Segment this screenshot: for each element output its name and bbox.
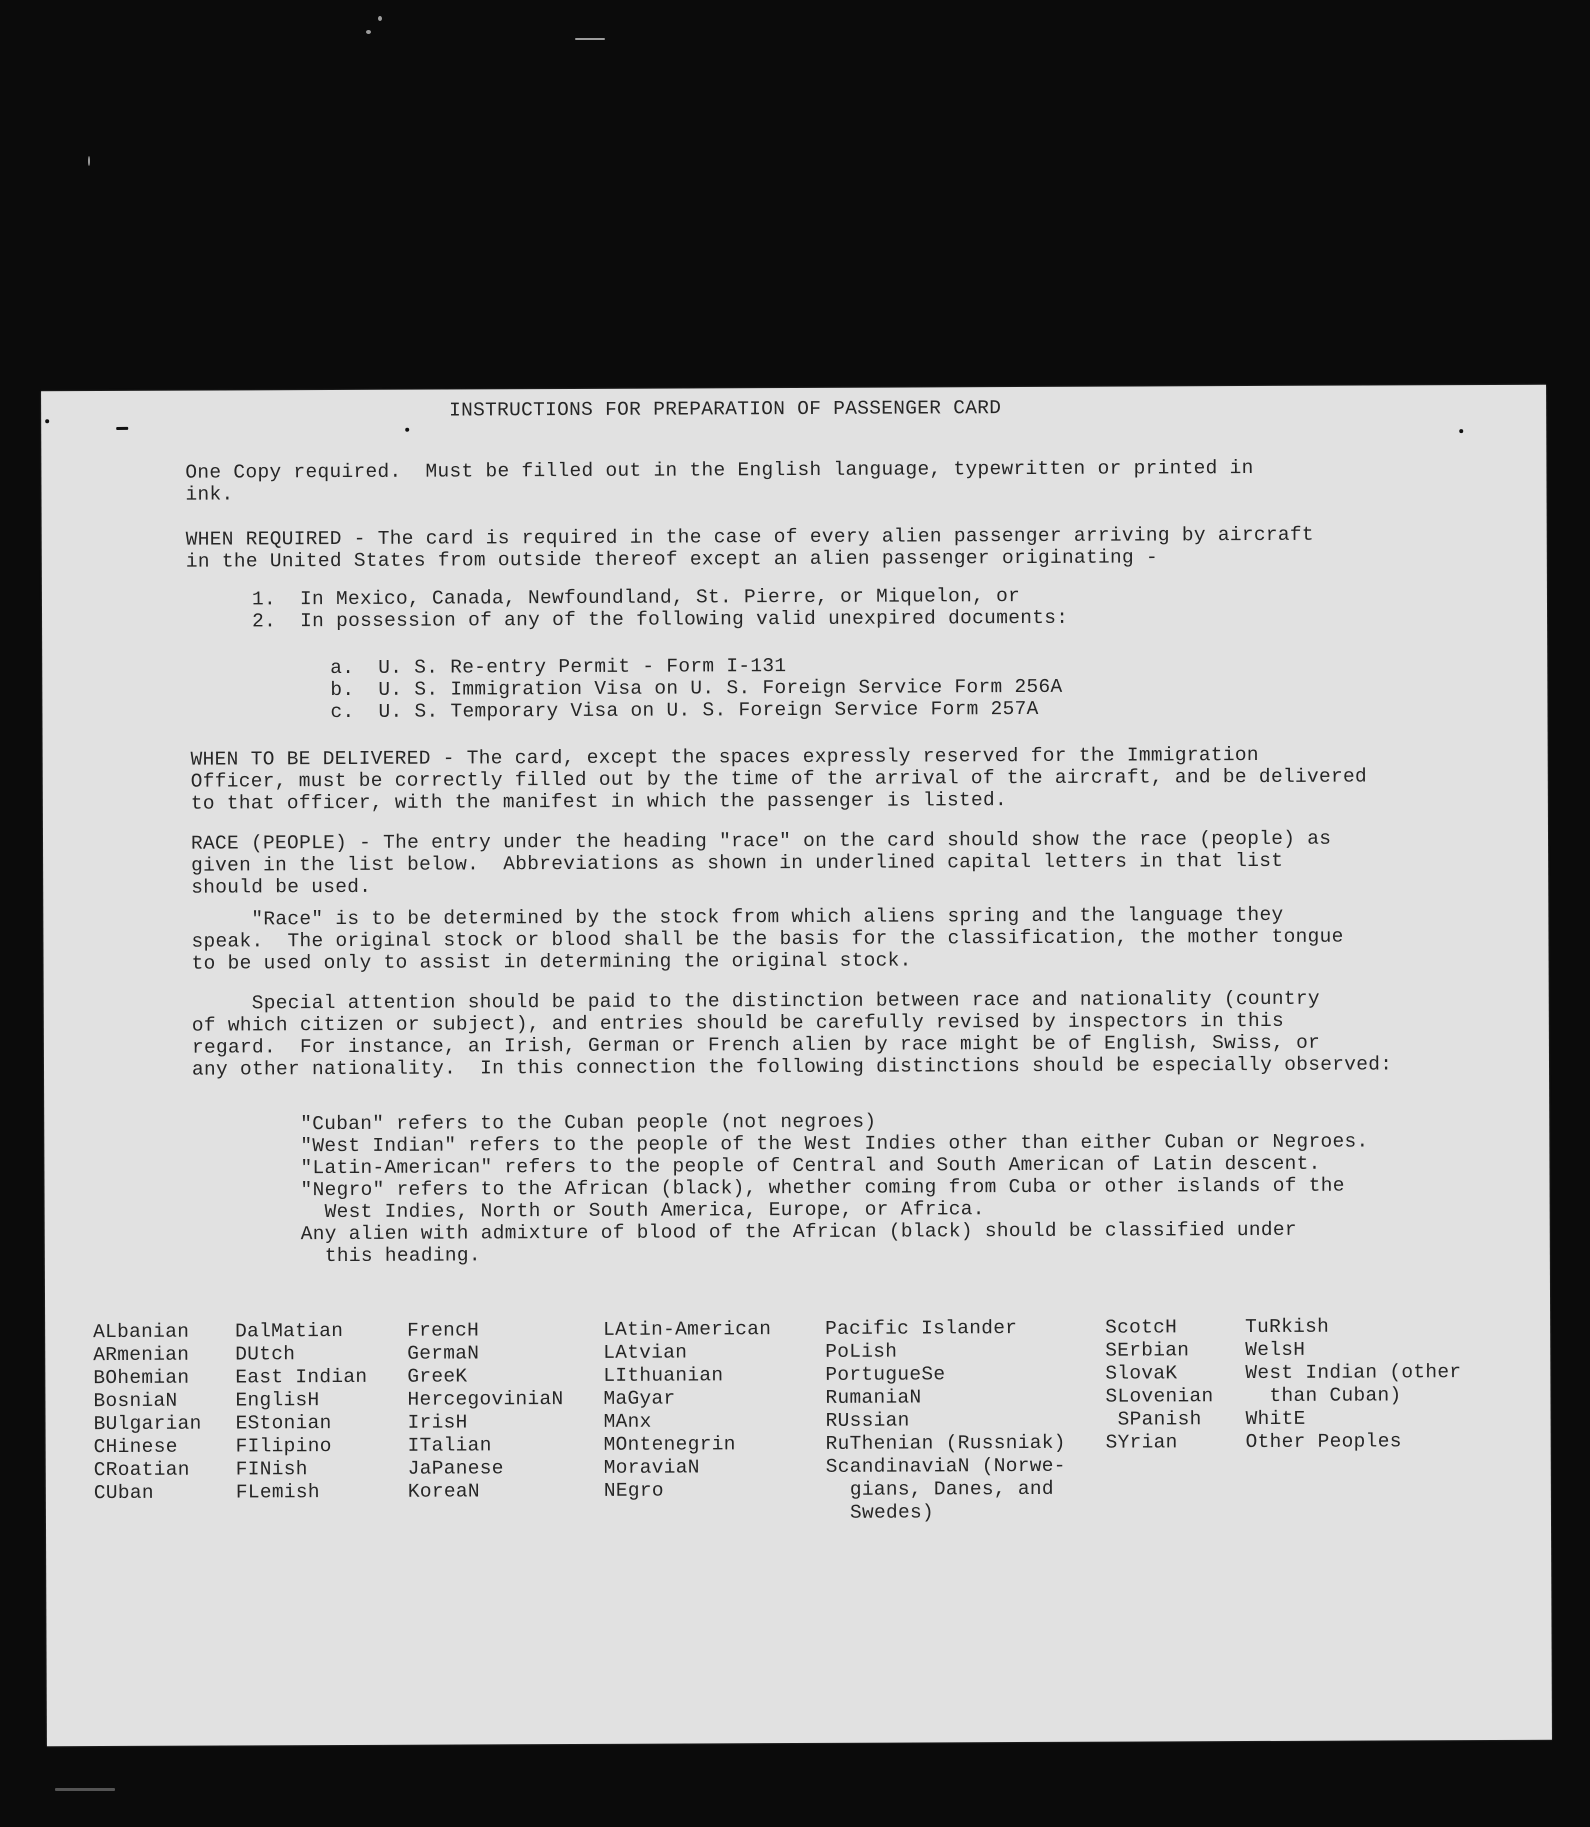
when-required-paragraph: WHEN REQUIRED - The card is required in the case of every alien passenger arriving by aircraft in the United States from outside thereof except an alien passenger originating - xyxy=(185,523,1314,573)
race-column-3 xyxy=(407,1319,564,1504)
race-list-item: EStonian xyxy=(235,1412,332,1435)
race-list-item: ARmenian xyxy=(93,1343,190,1367)
intro-paragraph: One Copy required. Must be filled out in the English language, typewritten or printed in ink. xyxy=(185,457,1254,506)
race-list-item: LAtvian xyxy=(603,1341,688,1364)
when-delivered-paragraph: WHEN TO BE DELIVERED - The card, except the spaces expressly reserved for the Immigration Officer, must be correctly filled out by the time of the arrival of the aircraft, and be delivered to that officer, with the manifest in which the passenger is listed. xyxy=(190,743,1367,815)
race-list-item: BUlgarian xyxy=(93,1412,202,1436)
race-list-item: TuRkish xyxy=(1245,1315,1330,1339)
race-list-item: CRoatian xyxy=(93,1458,190,1482)
race-list-item: JaPanese xyxy=(407,1457,504,1480)
race-list-item: West Indian (other xyxy=(1245,1361,1462,1385)
race-column-5 xyxy=(825,1317,1066,1525)
race-list-item: ALbanian xyxy=(93,1320,190,1344)
special-attention-paragraph: Special attention should be paid to the distinction between race and nationality (country of which citizen or subject), and entries should be carefully revised by inspectors in this regard. For instance, an Irish, German or French alien by race might be of English, Swiss, or any other nationality. In this connection the following distinctions should be especially observed: xyxy=(191,987,1393,1081)
race-list-item: PoLish xyxy=(825,1340,898,1363)
race-list-item: WhitE xyxy=(1245,1407,1306,1431)
race-list-item: Swedes) xyxy=(825,1501,935,1524)
race-list-item: gians, Danes, and xyxy=(825,1477,1054,1501)
race-list-item: FLemish xyxy=(235,1481,320,1504)
race-list-item: RUssian xyxy=(825,1409,910,1432)
race-list-item: RumaniaN xyxy=(825,1386,922,1409)
distinctions-list: "Cuban" refers to the Cuban people (not negroes) "West Indian" refers to the people of the West Indies other than either Cuban or Negroes. "Latin-American" refers to the people of Central and South American of Latin descent. "Negro" refers to the African (black), whether coming from Cuba or other islands of the West Indies, North or South America, Europe, or Africa. Any alien with admixture of blood of the African (black) should be classified under this heading. xyxy=(300,1110,1369,1268)
race-list-item: SLovenian xyxy=(1105,1385,1214,1408)
race-list-item: ScandinaviaN (Norwe- xyxy=(825,1454,1066,1478)
race-list-item: SlovaK xyxy=(1105,1362,1178,1385)
race-list-item: FIlipino xyxy=(235,1435,332,1458)
race-list-item: SErbian xyxy=(1105,1339,1190,1362)
race-list-item: GreeK xyxy=(407,1365,468,1388)
documents-list: a. U. S. Re-entry Permit - Form I-131 b. U. S. Immigration Visa on U. S. Foreign Service Form 256A c. U. S. Temporary Visa on U. S. Foreign Service Form 257A xyxy=(330,655,1063,724)
race-list-item: BosniaN xyxy=(93,1389,178,1413)
race-list-item: EnglisH xyxy=(235,1389,320,1412)
race-column-4 xyxy=(603,1318,772,1503)
race-list-item: MoraviaN xyxy=(603,1456,700,1479)
race-list-item: CHinese xyxy=(93,1435,178,1459)
race-list-item: East Indian xyxy=(235,1365,368,1389)
race-list-item: DalMatian xyxy=(235,1319,344,1343)
race-list-item: MOntenegrin xyxy=(603,1433,736,1456)
race-list-item: MAnx xyxy=(603,1410,652,1433)
race-list-item: DUtch xyxy=(235,1343,296,1366)
race-column-1 xyxy=(93,1321,202,1505)
race-list-item: HercegoviniaN xyxy=(407,1388,564,1411)
race-definition-paragraph: "Race" is to be determined by the stock from which aliens spring and the language they speak. The original stock or blood shall be the basis for the classification, the mother tongue to be used only to assist in determining the original stock. xyxy=(191,903,1344,975)
race-list-item: Other Peoples xyxy=(1245,1430,1402,1454)
race-list-item: LIthuanian xyxy=(603,1364,724,1387)
race-column-6 xyxy=(1105,1316,1214,1454)
race-list-item: ScotcH xyxy=(1105,1316,1178,1339)
exceptions-list: 1. In Mexico, Canada, Newfoundland, St. Pierre, or Miquelon, or 2. In possession of any of the following valid unexpired documents: xyxy=(251,585,1069,633)
race-column-7 xyxy=(1245,1315,1462,1454)
page-title: INSTRUCTIONS FOR PREPARATION OF PASSENGER CARD xyxy=(449,397,1002,422)
race-list-item: KoreaN xyxy=(407,1480,480,1503)
race-list-item: FrencH xyxy=(407,1319,480,1342)
race-list-item: RuThenian (Russniak) xyxy=(825,1431,1066,1455)
race-list-item: ITalian xyxy=(407,1434,492,1457)
race-list-item: IrisH xyxy=(407,1411,468,1434)
race-list-item: WelsH xyxy=(1245,1338,1306,1362)
race-list-item: SPanish xyxy=(1105,1408,1202,1431)
race-list-item: BOhemian xyxy=(93,1366,190,1390)
race-list-item: GermaN xyxy=(407,1342,480,1365)
race-list-item: MaGyar xyxy=(603,1387,676,1410)
race-list-item: PortugueSe xyxy=(825,1363,946,1386)
race-list-item: Pacific Islander xyxy=(825,1317,1018,1340)
race-list-item: SYrian xyxy=(1105,1431,1178,1454)
race-list-item: than Cuban) xyxy=(1245,1384,1402,1408)
race-list-item: FINish xyxy=(235,1458,308,1481)
race-column-2 xyxy=(235,1320,368,1505)
race-list-item: NEgro xyxy=(603,1479,664,1502)
passenger-card-instructions-page xyxy=(41,385,1552,1747)
race-intro-paragraph: RACE (PEOPLE) - The entry under the heading "race" on the card should show the race (people) as given in the list below. Abbreviations as shown in underlined capital letters in that list should be used. xyxy=(190,827,1332,899)
race-list-item: CUban xyxy=(93,1481,154,1505)
race-list-item: LAtin-American xyxy=(603,1318,772,1341)
